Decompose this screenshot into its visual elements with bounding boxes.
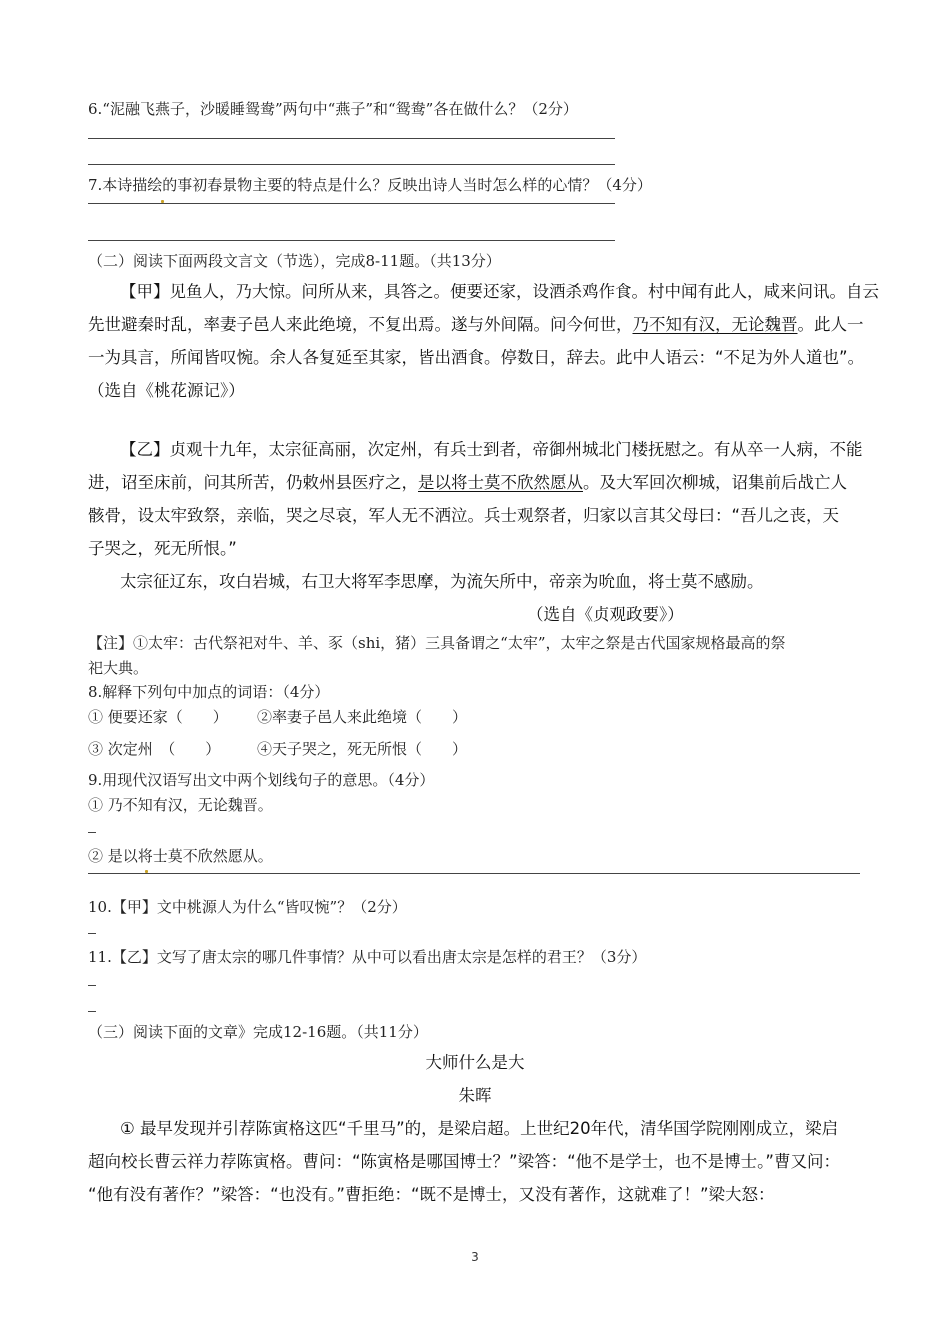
question-9-item-2: ② 是以将士莫不欣然愿从。 [88, 847, 273, 865]
answer-line [88, 240, 615, 241]
passage-jia-source: （选自《桃花源记》） [88, 381, 245, 400]
passage-text: 先世避秦时乱，率妻子邑人来此绝境，不复出焉。遂与外间隔。问今何世， [88, 315, 633, 334]
answer-blank [88, 985, 96, 986]
question-8-item-1: ① 便要还家（ ） [88, 708, 228, 726]
passage-yi-source: （选自《贞观政要》） [527, 605, 684, 624]
note-line-1: 【注】①太牢：古代祭祀对牛、羊、豕（shi，猪）三具备谓之“太牢”，太牢之祭是古代国家规格最高的祭 [88, 634, 786, 652]
question-10: 10.【甲】文中桃源人为什么“皆叹惋”？（2分） [88, 898, 407, 916]
answer-blank [88, 1011, 96, 1012]
passage-jia-line-3: 一为具言，所闻皆叹惋。余人各复延至其家，皆出酒食。停数日，辞去。此中人语云：“不足为外人道也”。 [88, 348, 865, 367]
question-8: 8.解释下列句中加点的词语：（4分） [88, 683, 330, 701]
question-9: 9.用现代汉语写出文中两个划线句子的意思。（4分） [88, 771, 435, 789]
article-line-1: ① 最早发现并引荐陈寅格这匹“千里马”的，是梁启超。上世纪20年代，清华国学院刚刚成立，梁启 [120, 1119, 839, 1138]
ink-dot [145, 870, 148, 873]
article-line-2: 超向校长曹云祥力荐陈寅格。曹问：“陈寅格是哪国博士？”梁答：“他不是学士，也不是博士。”曹又问： [88, 1152, 840, 1171]
note-line-2: 祀大典。 [88, 659, 149, 677]
page-number: 3 [471, 1250, 479, 1264]
section-3-heading: （三）阅读下面的文章》完成12-16题。（共11分） [88, 1023, 428, 1041]
question-9-item-1: ① 乃不知有汉，无论魏晋。 [88, 796, 273, 814]
underlined-sentence-1: 乃不知有汉，无论魏晋 [632, 315, 798, 334]
question-11: 11.【乙】文写了唐太宗的哪几件事情？从中可以看出唐太宗是怎样的君王？（3分） [88, 948, 647, 966]
passage-text: 。及大军回次柳城，诏集前后战亡人 [583, 473, 847, 492]
question-7: 7.本诗描绘的事初春景物主要的特点是什么？反映出诗人当时怎么样的心情？（4分） [88, 176, 652, 194]
passage-yi-line-1: 【乙】贞观十九年，太宗征高丽，次定州，有兵士到者，帝御州城北门楼抚慰之。有从卒一人病，不能 [120, 440, 863, 459]
question-8-item-2: ②率妻子邑人来此绝境（ ） [257, 708, 468, 726]
passage-jia-line-1: 【甲】见鱼人，乃大惊。问所从来，具答之。便要还家，设酒杀鸡作食。村中闻有此人，咸来问讯。自云 [120, 282, 879, 301]
answer-blank [88, 933, 96, 934]
ink-dot [161, 200, 164, 203]
question-6: 6.“泥融飞燕子，沙暖睡鸳鸯”两句中“燕子”和“鸳鸯”各在做什么？（2分） [88, 100, 578, 118]
passage-text: 进，诏至床前，问其所苦，仍敕州县医疗之， [88, 473, 418, 492]
passage-jia-line-2 [88, 311, 864, 335]
article-line-3: “他有没有著作？”梁答：“也没有。”曹拒绝：“既不是博士，又没有著作，这就难了！”梁大怒： [88, 1185, 775, 1204]
answer-line [88, 164, 615, 165]
question-8-item-3: ③ 次定州 （ ） [88, 740, 221, 758]
passage-yi-line-2 [88, 469, 847, 493]
question-8-item-4: ④天子哭之，死无所恨（ ） [257, 740, 468, 758]
article-title: 大师什么是大 [425, 1053, 525, 1072]
article-author: 朱晖 [458, 1086, 492, 1105]
passage-text: 。此人一 [797, 315, 864, 334]
passage-yi-line-4: 子哭之，死无所恨。” [88, 539, 237, 558]
answer-line [88, 203, 615, 204]
underlined-sentence-2: 是以将士莫不欣然愿从 [418, 473, 583, 492]
section-2-heading: （二）阅读下面两段文言文（节选），完成8-11题。（共13分） [88, 252, 501, 270]
answer-line [88, 138, 615, 139]
answer-blank [88, 832, 96, 833]
answer-line [88, 873, 860, 874]
passage-yi-line-5: 太宗征辽东，攻白岩城，右卫大将军李思摩，为流矢所中，帝亲为吮血，将士莫不感励。 [120, 572, 764, 591]
passage-yi-line-3: 骸骨，设太牢致祭，亲临，哭之尽哀，军人无不洒泣。兵士观祭者，归家以言其父母曰：“吾儿之丧，天 [88, 506, 840, 525]
